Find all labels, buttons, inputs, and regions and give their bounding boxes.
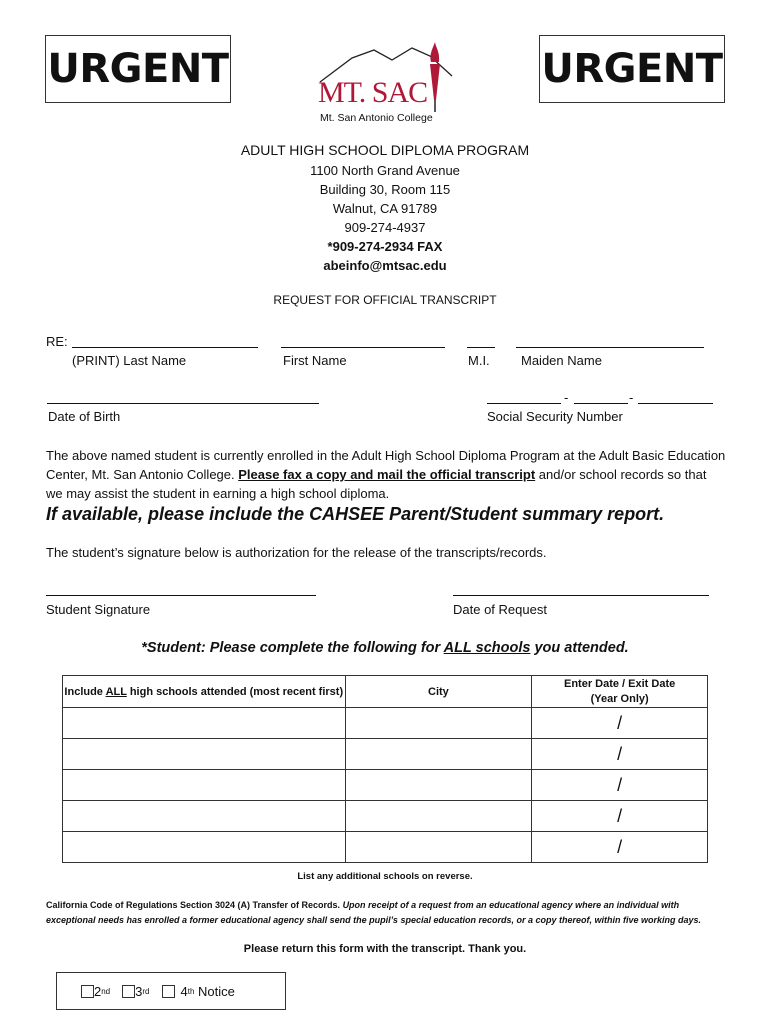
first-name-line[interactable] [281,347,445,348]
notice-4th-num: 4 [180,983,188,999]
col-city-header: City [345,676,532,708]
table-row [63,770,708,801]
ssn-line-1[interactable] [487,403,561,404]
address-street: 1100 North Grand Avenue [310,163,460,178]
logo-wordmark: MT. SAC [318,76,428,109]
dates-cell[interactable]: / [532,708,708,739]
additional-schools-note: List any additional schools on reverse. [297,871,473,882]
ssn-label: Social Security Number [487,409,623,424]
re-label: RE: [46,334,68,349]
school-cell[interactable] [63,770,346,801]
authorization-text: The student’s signature below is authorization for the release of the transcripts/records. [46,545,547,560]
last-name-line[interactable] [72,347,258,348]
ssn-dash-1: - [564,390,569,405]
notice-3rd-sup: rd [142,986,150,996]
dates-cell[interactable]: / [532,770,708,801]
paragraph-part-1: The above named student is currently enrolled in the Adult High School Diploma Program at the Adult Basic Education Center, Mt. San Antonio College. [46,448,726,482]
notice-2nd[interactable] [81,984,110,999]
school-cell[interactable] [63,801,346,832]
city-cell[interactable] [345,770,532,801]
fax-number: *909-274-2934 FAX [327,239,443,254]
logo-subtext: Mt. San Antonio College [320,112,433,124]
paragraph-fax-instruction: Please fax a copy and mail the official transcript [238,467,536,482]
dob-label: Date of Birth [48,409,121,424]
notice-4th[interactable] [162,984,235,999]
school-cell[interactable] [63,739,346,770]
enrollment-paragraph [46,446,726,503]
legal-code: California Code of Regulations Section 3024 (A) Transfer of Records. [46,900,343,910]
notice-label: Notice [194,983,235,999]
urgent-stamp-right: URGENT [539,35,725,103]
last-name-label: (PRINT) Last Name [72,353,187,368]
cahsee-note: If available, please include the CAHSEE Parent/Student summary report. [46,504,665,524]
maiden-name-label: Maiden Name [521,353,602,368]
address-building: Building 30, Room 115 [319,182,451,197]
table-row [63,708,708,739]
ssn-line-2[interactable] [574,403,628,404]
dob-line[interactable] [47,403,319,404]
dates-cell[interactable]: / [532,739,708,770]
schools-heading-part-2: you attended. [530,640,629,656]
notice-3rd[interactable] [122,984,149,999]
maiden-name-line[interactable] [516,347,704,348]
table-row [63,801,708,832]
address-city: Walnut, CA 91789 [332,201,438,216]
notice-3rd-num: 3 [135,983,143,999]
notice-2nd-sup: nd [101,986,111,996]
ssn-line-3[interactable] [638,403,713,404]
col-dates-line-2: (Year Only) [590,692,649,705]
phone-number: 909-274-4937 [344,220,426,235]
student-signature-line[interactable] [46,595,316,596]
date-of-request-line[interactable] [453,595,709,596]
table-row [63,832,708,863]
legal-text: Upon receipt of a request from an educational agency where an individual with exceptional needs has enrolled a former educational agency shall send the pupil’s special education records, or a copy thereof, within five working days. [46,900,702,925]
col-schools-part-2: high schools attended (most recent first) [126,685,344,698]
dates-cell[interactable]: / [532,832,708,863]
return-note: Please return this form with the transcript. Thank you. [243,943,527,955]
notice-3rd-checkbox[interactable] [122,985,135,998]
mi-line[interactable] [467,347,495,348]
ssn-dash-2: - [629,390,634,405]
dates-cell[interactable]: / [532,801,708,832]
student-signature-label: Student Signature [46,602,151,617]
col-schools-header [63,676,346,708]
notice-4th-sup: th [187,986,195,996]
date-of-request-label: Date of Request [453,602,547,617]
table-header-row [63,676,708,708]
mi-label: M.I. [468,353,490,368]
notice-4th-checkbox[interactable] [162,985,175,998]
schools-table [62,675,708,863]
college-logo [312,30,462,130]
city-cell[interactable] [345,739,532,770]
school-cell[interactable] [63,832,346,863]
legal-notice [46,898,728,928]
city-cell[interactable] [345,708,532,739]
city-cell[interactable] [345,832,532,863]
school-cell[interactable] [63,708,346,739]
schools-heading-part-1: *Student: Please complete the following for [141,640,444,656]
schools-heading [0,640,770,656]
col-schools-part-1: Include [64,685,106,698]
col-dates-header [532,676,708,708]
form-title: REQUEST FOR OFFICIAL TRANSCRIPT [273,293,497,307]
table-row [63,739,708,770]
city-cell[interactable] [345,801,532,832]
notice-box [56,972,286,1010]
notice-2nd-num: 2 [94,983,102,999]
program-title: ADULT HIGH SCHOOL DIPLOMA PROGRAM [240,142,530,158]
paragraph-part-2: and/or school records so that we may assist the student in earning a high school diploma. [46,467,707,501]
schools-heading-underlined: ALL schools [443,640,531,656]
col-dates-line-1: Enter Date / Exit Date [563,677,676,690]
email-address: abeinfo@mtsac.edu [323,258,447,273]
first-name-label: First Name [283,353,347,368]
notice-2nd-checkbox[interactable] [81,985,94,998]
urgent-stamp-left: URGENT [45,35,231,103]
col-schools-underlined: ALL [105,685,127,698]
